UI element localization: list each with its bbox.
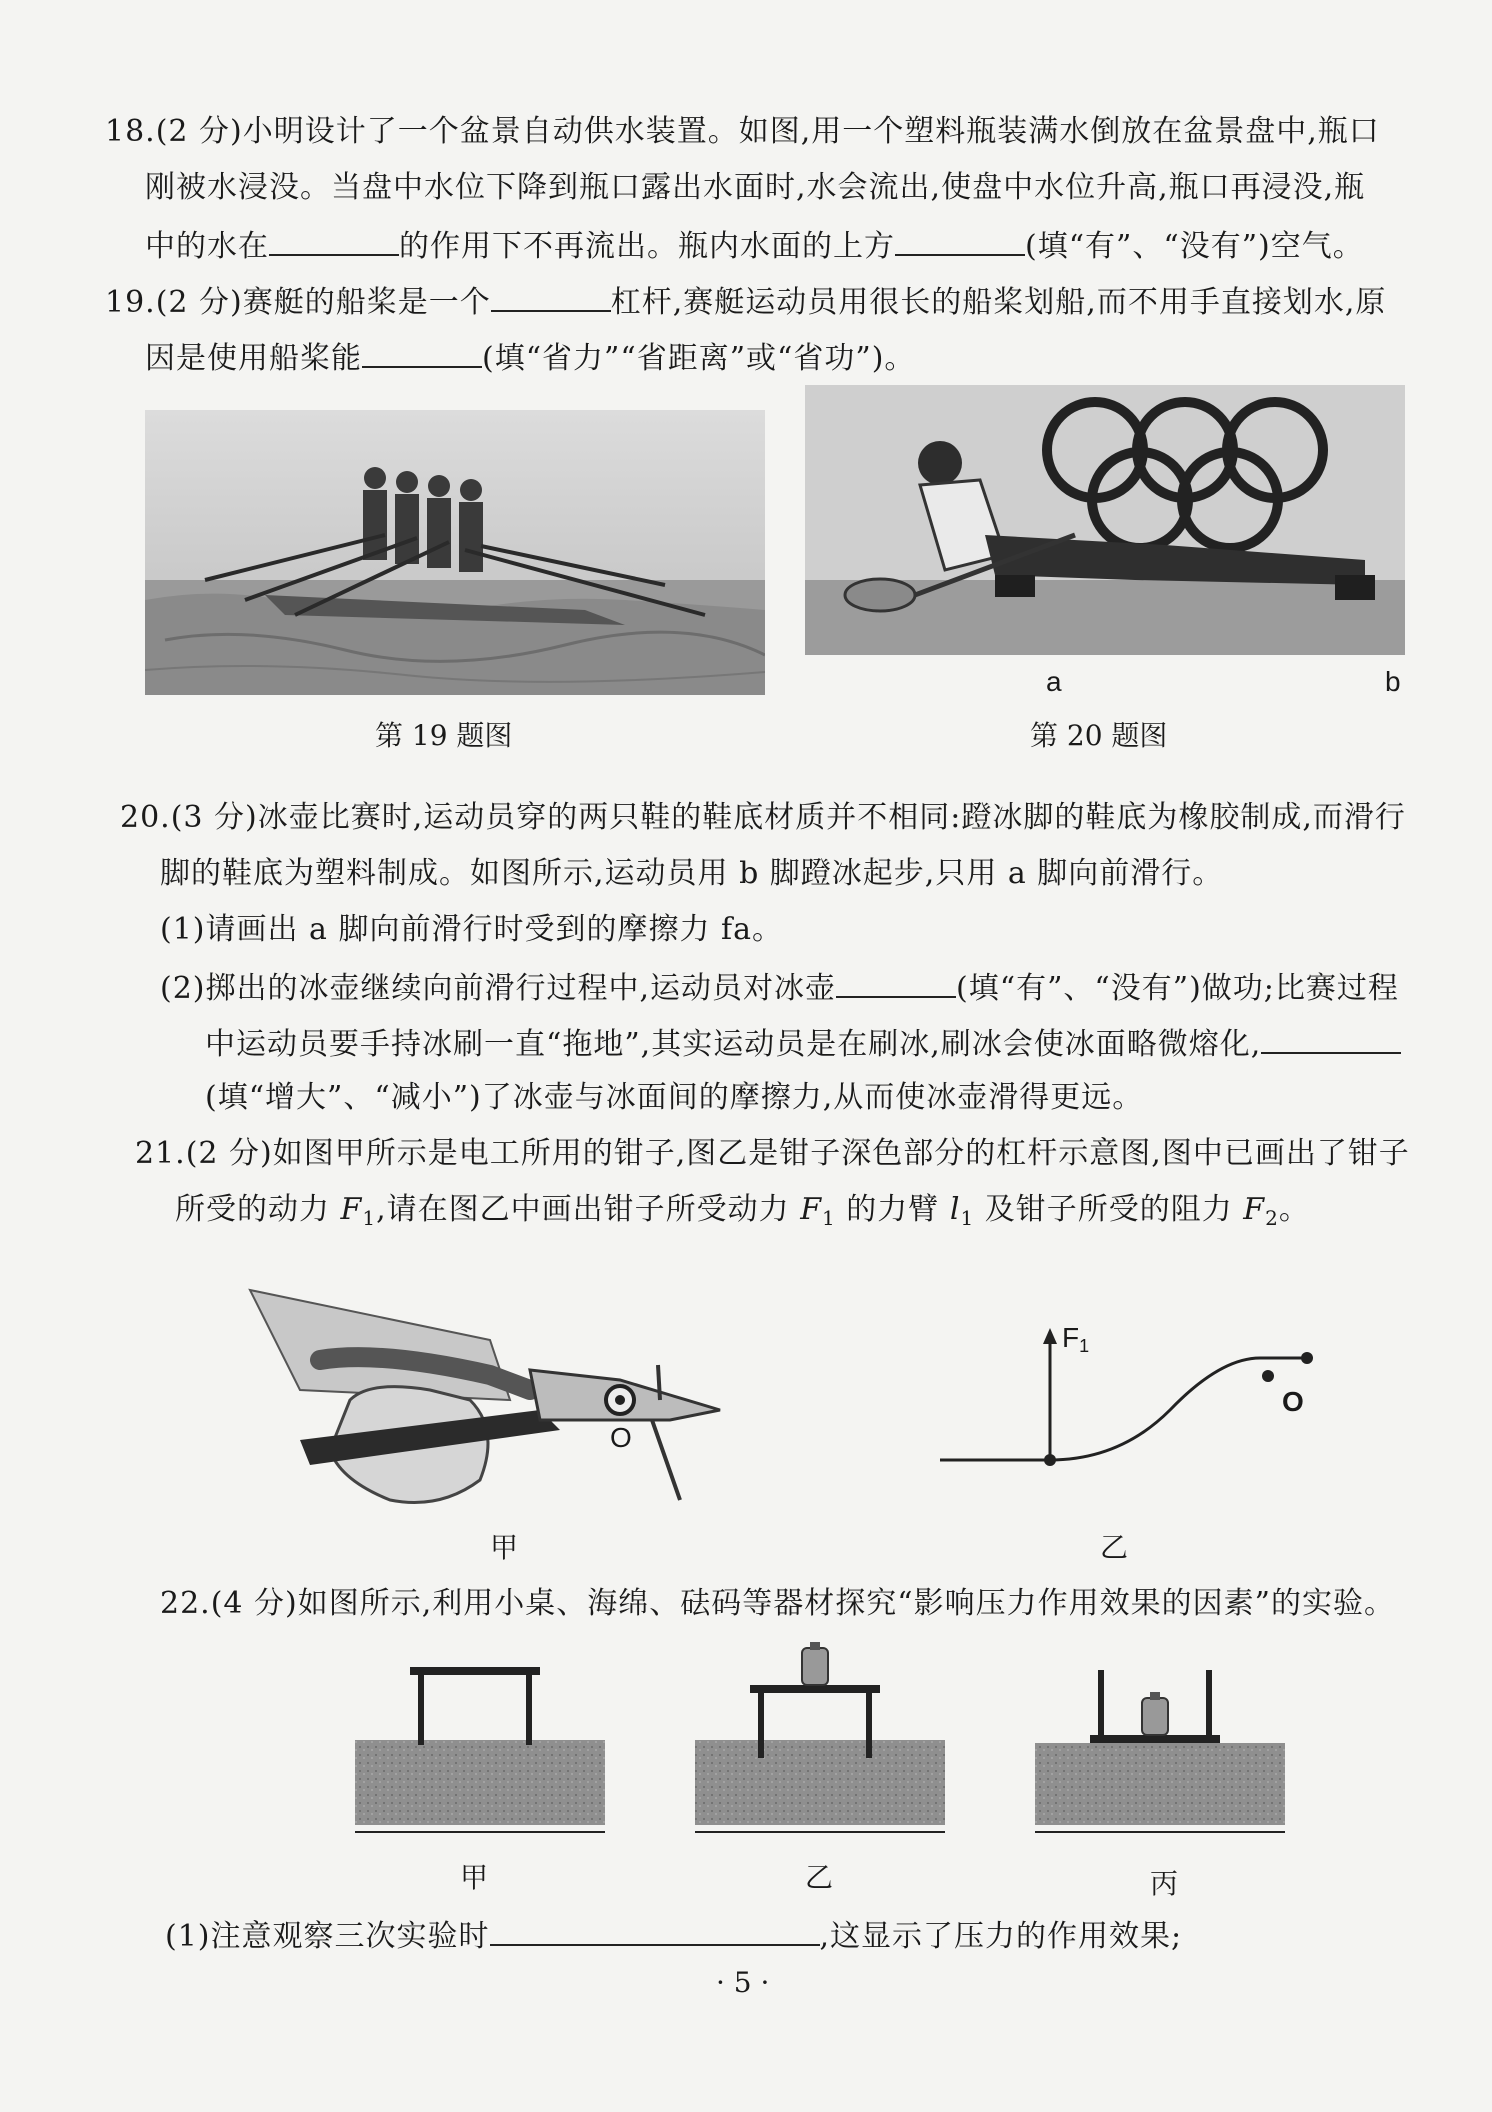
pivot-point bbox=[1262, 1370, 1274, 1382]
q22-text-a: (1)注意观察三次实验时 bbox=[165, 1919, 490, 1954]
setup-yi bbox=[695, 1642, 945, 1832]
F1-arrowhead bbox=[1043, 1328, 1057, 1344]
label-foot-a: a bbox=[1046, 666, 1062, 697]
q18-line3 bbox=[145, 224, 1364, 267]
q21-F2-sub: 2 bbox=[1265, 1206, 1279, 1230]
q21-l-sub: 1 bbox=[960, 1206, 975, 1230]
q21-text-e: 。 bbox=[1278, 1192, 1310, 1227]
q19-line2 bbox=[145, 336, 915, 379]
label-O-pliers: O bbox=[610, 1422, 632, 1453]
q18-blank2[interactable] bbox=[895, 224, 1025, 256]
q21-F2-symbol: F bbox=[1243, 1192, 1266, 1227]
caption-yi-21: 乙 bbox=[1100, 1531, 1129, 1564]
page-number: · 5 · bbox=[716, 1966, 770, 1999]
label-foot-b: b bbox=[1385, 666, 1401, 697]
q21-l-symbol: l bbox=[949, 1192, 961, 1227]
q22-blank1[interactable] bbox=[490, 1914, 820, 1946]
q21-text-a: 所受的动力 bbox=[175, 1192, 341, 1227]
sponge-experiment-figure bbox=[350, 1640, 1300, 1840]
q21-F-symbol: F bbox=[340, 1192, 363, 1227]
F1-application-point bbox=[1044, 1454, 1056, 1466]
setup-bing bbox=[1035, 1670, 1285, 1832]
label-F1: F1 bbox=[1062, 1322, 1090, 1356]
q20-part2-line2 bbox=[205, 1022, 1401, 1065]
q21-line1: 21.(2 分)如图甲所示是电工所用的钳子,图乙是钳子深色部分的杠杆示意图,图中已画出了钳子 bbox=[135, 1136, 1410, 1171]
caption-bing-22: 丙 bbox=[1150, 1867, 1179, 1900]
jaw-point bbox=[1301, 1352, 1313, 1364]
lever-schematic bbox=[930, 1320, 1410, 1500]
q20-part1: (1)请画出 a 脚向前滑行时受到的摩擦力 fa。 bbox=[160, 912, 783, 947]
q20-line1: 20.(3 分)冰壶比赛时,运动员穿的两只鞋的鞋底材质并不相同:蹬冰脚的鞋底为橡胶制成,而滑行 bbox=[120, 800, 1406, 835]
q18-blank1[interactable] bbox=[269, 224, 399, 256]
q21-F-symbol-2: F bbox=[800, 1192, 823, 1227]
curling-photo bbox=[805, 385, 1405, 655]
q20-text-c: 中运动员要手持冰刷一直“拖地”,其实运动员是在刷冰,刷冰会使冰面略微熔化, bbox=[205, 1027, 1262, 1062]
q21-F-sub-2: 1 bbox=[822, 1206, 836, 1230]
q22-text-b: ,这显示了压力的作用效果; bbox=[819, 1919, 1183, 1954]
q18-text-c: (填“有”、“没有”)空气。 bbox=[1025, 229, 1364, 264]
pliers-figure bbox=[240, 1280, 760, 1520]
q19-text-d: (填“省力”“省距离”或“省功”)。 bbox=[482, 341, 916, 376]
q18-text-b: 的作用下不再流出。瓶内水面的上方 bbox=[399, 229, 895, 264]
q19-line1 bbox=[105, 280, 1386, 323]
q20-text-b: (填“有”、“没有”)做功;比赛过程 bbox=[956, 971, 1399, 1006]
q21-F-sub: 1 bbox=[362, 1206, 377, 1230]
caption-figure-19: 第 19 题图 bbox=[375, 719, 513, 752]
q18-line2: 刚被水浸没。当盘中水位下降到瓶口露出水面时,水会流出,使盘中水位升高,瓶口再浸没,瓶 bbox=[145, 170, 1366, 205]
q20-part2-line1 bbox=[160, 966, 1399, 1009]
q22-part1 bbox=[165, 1914, 1182, 1957]
q19-blank2[interactable] bbox=[362, 336, 482, 368]
q19-blank1[interactable] bbox=[491, 280, 611, 312]
rowing-photo bbox=[145, 410, 765, 695]
setup-jia bbox=[355, 1667, 605, 1832]
q21-text-b: ,请在图乙中画出钳子所受动力 bbox=[376, 1192, 801, 1227]
q20-blank2[interactable] bbox=[1261, 1022, 1401, 1054]
q18-text-a: 中的水在 bbox=[145, 229, 269, 264]
q21-line2 bbox=[175, 1190, 1310, 1238]
q21-text-c: 的力臂 bbox=[835, 1192, 950, 1227]
q21-text-d: 及钳子所受的阻力 bbox=[974, 1192, 1244, 1227]
q20-line2: 脚的鞋底为塑料制成。如图所示,运动员用 b 脚蹬冰起步,只用 a 脚向前滑行。 bbox=[160, 856, 1224, 891]
label-O-lever: O bbox=[1282, 1386, 1304, 1417]
q20-part2-line3: (填“增大”、“减小”)了冰壶与冰面间的摩擦力,从而使冰壶滑得更远。 bbox=[205, 1080, 1144, 1115]
q19-text-a: 19.(2 分)赛艇的船桨是一个 bbox=[105, 285, 491, 320]
caption-jia-22: 甲 bbox=[460, 1861, 489, 1894]
caption-figure-20: 第 20 题图 bbox=[1030, 719, 1168, 752]
q19-text-b: 杠杆,赛艇运动员用很长的船桨划船,而不用手直接划水,原 bbox=[610, 285, 1387, 320]
q18-line1: 18.(2 分)小明设计了一个盆景自动供水装置。如图,用一个塑料瓶装满水倒放在盆景盘中,瓶口 bbox=[105, 114, 1380, 149]
q19-text-c: 因是使用船桨能 bbox=[145, 341, 362, 376]
q20-text-a: (2)掷出的冰壶继续向前滑行过程中,运动员对冰壶 bbox=[160, 971, 837, 1006]
caption-yi-22: 乙 bbox=[805, 1861, 834, 1894]
q20-blank1[interactable] bbox=[836, 966, 956, 998]
q22-line1: 22.(4 分)如图所示,利用小桌、海绵、砝码等器材探究“影响压力作用效果的因素”的实验。 bbox=[160, 1586, 1395, 1621]
caption-jia-21: 甲 bbox=[490, 1531, 519, 1564]
